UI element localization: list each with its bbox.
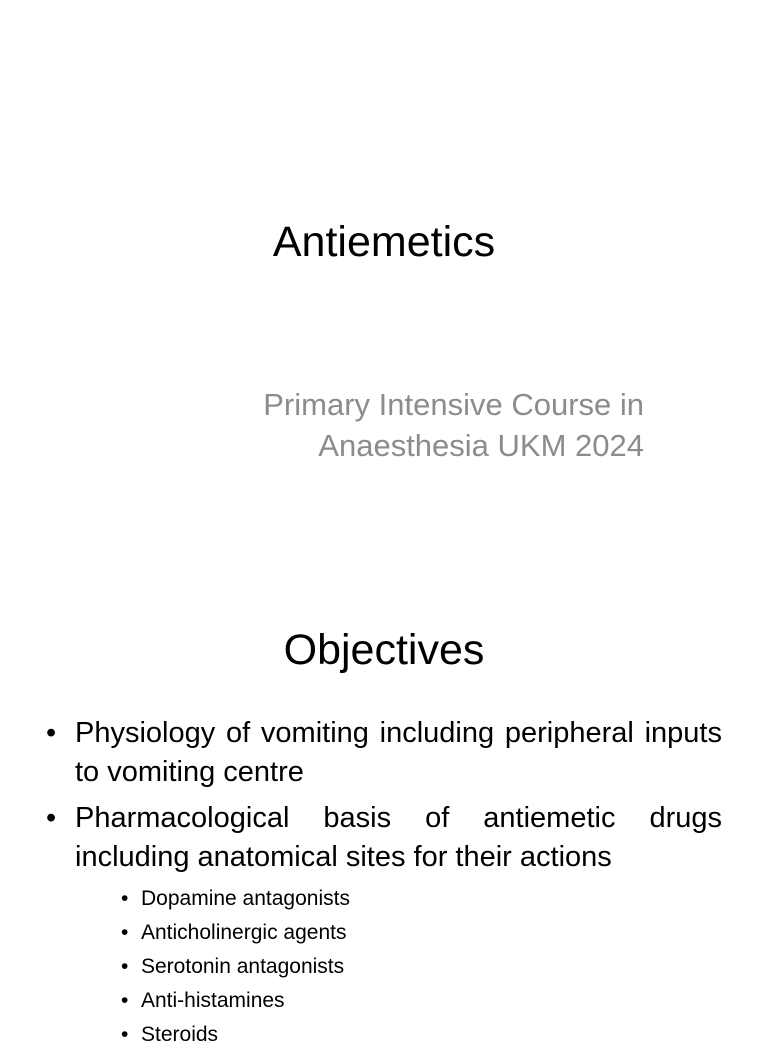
list-item xyxy=(46,714,722,792)
objectives-slide xyxy=(0,576,768,1046)
bullet-icon: • xyxy=(46,802,57,834)
list-item-text: Anticholinergic agents xyxy=(141,921,347,944)
bullet-icon: • xyxy=(121,921,129,944)
list-item-text: Steroids xyxy=(141,1023,219,1046)
slide-title: Antiemetics xyxy=(272,218,496,266)
list-item xyxy=(121,950,350,984)
list-item xyxy=(121,984,350,1018)
list-item-text: Physiology of vomiting including peripheral inputs to vomiting centre xyxy=(75,717,722,788)
list-item-text: Dopamine antagonists xyxy=(141,887,350,910)
list-item xyxy=(121,916,350,950)
subtitle-line: Primary Intensive Course in xyxy=(263,387,644,422)
bullet-icon: • xyxy=(121,1023,129,1046)
bullet-icon: • xyxy=(121,989,129,1012)
bullet-icon: • xyxy=(121,887,129,910)
list-item-text: Pharmacological basis of antiemetic drugs including anatomical sites for their actions xyxy=(75,802,722,873)
bullet-icon: • xyxy=(121,955,129,978)
slide-subtitle xyxy=(144,384,644,466)
bullet-list xyxy=(46,714,722,884)
list-item xyxy=(121,1018,350,1052)
list-item xyxy=(46,799,722,877)
list-item xyxy=(121,882,350,916)
bullet-icon: • xyxy=(46,717,57,749)
list-item-text: Serotonin antagonists xyxy=(141,955,345,978)
slide-title: Objectives xyxy=(283,626,485,674)
subtitle-line: Anaesthesia UKM 2024 xyxy=(318,428,644,463)
list-item-text: Anti-histamines xyxy=(141,989,285,1012)
sub-bullet-list xyxy=(46,882,350,1052)
